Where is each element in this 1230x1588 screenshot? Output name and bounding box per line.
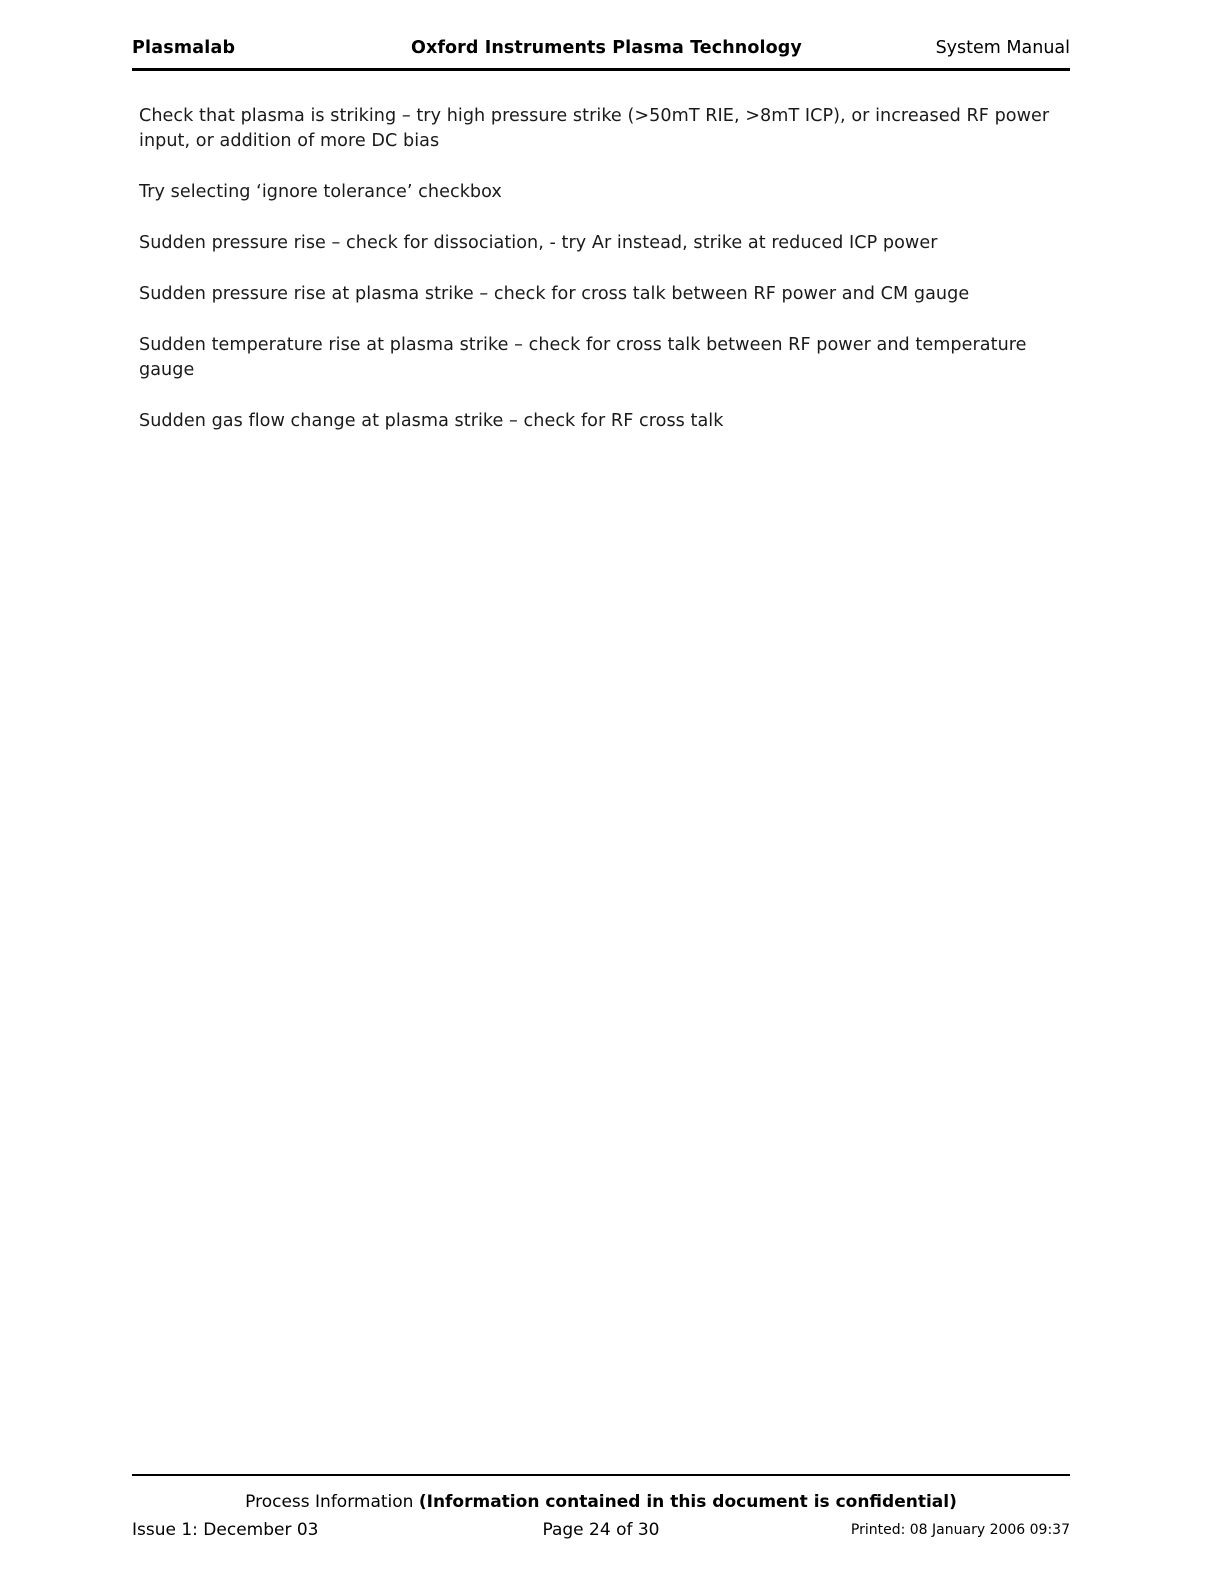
header-company-name: Oxford Instruments Plasma Technology: [410, 38, 802, 58]
body-paragraph: Check that plasma is striking – try high pressure strike (>50mT RIE, >8mT ICP), or increased RF power input, or addition of more DC bias: [139, 106, 1050, 151]
header-divider: [132, 68, 1070, 71]
document-body: [139, 104, 1067, 434]
footer-confidential-line: [132, 1492, 1070, 1512]
header-product-name: Plasmalab: [132, 38, 236, 58]
footer-issue: Issue 1: December 03: [132, 1520, 319, 1540]
page-header: [132, 38, 1070, 58]
footer-divider: [132, 1474, 1070, 1477]
footer-page-number: Page 24 of 30: [542, 1520, 660, 1540]
footer-process-label: Process Information: [245, 1492, 419, 1512]
footer-printed-timestamp: Printed: 08 January 2006 09:37: [850, 1522, 1070, 1538]
footer-meta-line: [132, 1520, 1070, 1544]
body-paragraph: Sudden pressure rise – check for dissociation, - try Ar instead, strike at reduced ICP power: [139, 232, 938, 253]
body-paragraph: Sudden gas flow change at plasma strike – check for RF cross talk: [139, 410, 724, 431]
page-footer: [132, 1492, 1070, 1544]
header-document-type: System Manual: [935, 38, 1070, 58]
body-paragraph: Try selecting ‘ignore tolerance’ checkbox: [139, 181, 502, 202]
body-paragraph: Sudden pressure rise at plasma strike – check for cross talk between RF power and CM gauge: [139, 283, 970, 304]
body-paragraph: Sudden temperature rise at plasma strike – check for cross talk between RF power and temperature gauge: [139, 334, 1027, 380]
footer-confidential-note: (Information contained in this document is confidential): [418, 1492, 957, 1512]
